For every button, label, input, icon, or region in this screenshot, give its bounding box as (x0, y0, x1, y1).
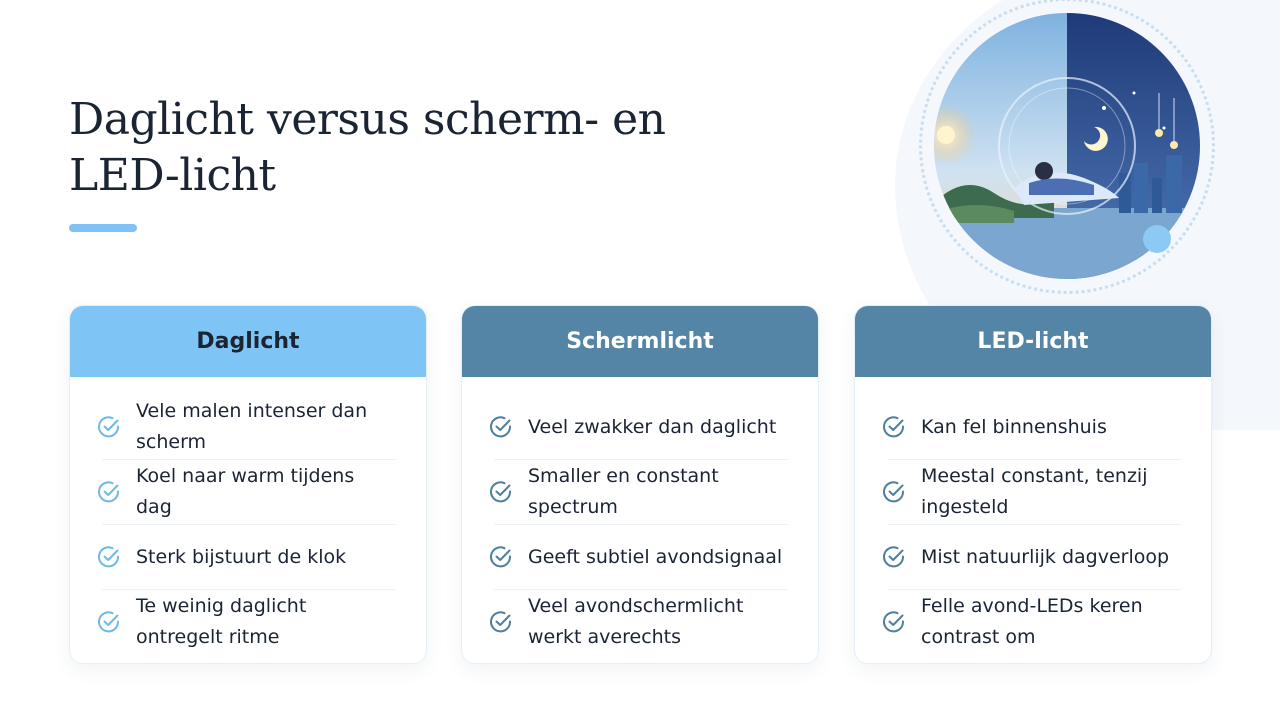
check-circle-icon (881, 479, 907, 505)
item-text: Geeft subtiel avondsignaal (528, 545, 783, 568)
page-title: Daglicht versus scherm- en LED-licht (69, 94, 666, 201)
item-text: Mist natuurlijk dagverloop (921, 545, 1170, 568)
item-text: Smaller en constant spectrum (528, 465, 719, 518)
card-header: LED-licht (855, 306, 1211, 377)
check-circle-icon (96, 414, 122, 440)
check-circle-icon (488, 414, 514, 440)
list-item (102, 525, 396, 590)
check-circle-icon (881, 609, 907, 635)
list-item (494, 395, 788, 460)
card-header: Daglicht (70, 306, 426, 377)
list-item (494, 525, 788, 590)
card-list (70, 377, 426, 654)
check-circle-icon (881, 544, 907, 570)
card-daglicht (69, 305, 427, 664)
item-text: Kan fel binnenshuis (921, 415, 1107, 438)
list-item (494, 460, 788, 525)
check-circle-icon (96, 479, 122, 505)
list-item (887, 590, 1181, 654)
item-text: Veel avondschermlicht werkt averechts (528, 595, 744, 648)
card-list (855, 377, 1211, 654)
item-text: Vele malen intenser dan scherm (136, 400, 368, 453)
card-header: Schermlicht (462, 306, 818, 377)
hero-accent-dot (1143, 225, 1171, 253)
card-led-licht (854, 305, 1212, 664)
check-circle-icon (488, 544, 514, 570)
card-schermlicht (461, 305, 819, 664)
check-circle-icon (488, 609, 514, 635)
check-circle-icon (96, 544, 122, 570)
title-underline (69, 224, 137, 232)
check-circle-icon (488, 479, 514, 505)
item-text: Sterk bijstuurt de klok (136, 545, 347, 568)
list-item (887, 525, 1181, 590)
item-text: Koel naar warm tijdens dag (136, 465, 355, 518)
item-text: Felle avond-LEDs keren contrast om (921, 595, 1143, 648)
check-circle-icon (881, 414, 907, 440)
item-text: Veel zwakker dan daglicht (528, 415, 777, 438)
list-item (102, 460, 396, 525)
item-text: Te weinig daglicht ontregelt ritme (136, 595, 307, 648)
list-item (102, 590, 396, 654)
item-text: Meestal constant, tenzij ingesteld (921, 465, 1148, 518)
list-item (887, 395, 1181, 460)
card-list (462, 377, 818, 654)
list-item (887, 460, 1181, 525)
check-circle-icon (96, 609, 122, 635)
list-item (494, 590, 788, 654)
list-item (102, 395, 396, 460)
